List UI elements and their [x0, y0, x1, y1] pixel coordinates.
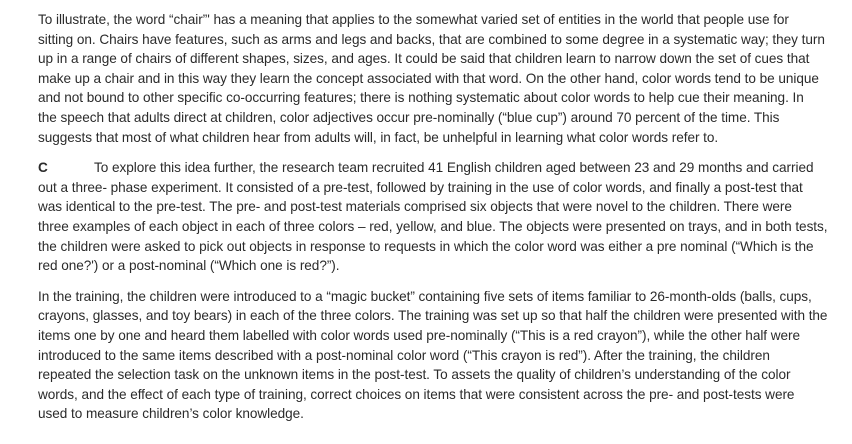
- text-line: To illustrate, the word “chair”' has a meaning that applies to the somewhat varied set of entities in the world that people use for: [38, 12, 789, 27]
- text-line: words, and the effect of each type of training, correct choices on items that were consistent across the pre- and post-tests were: [38, 386, 795, 402]
- text-line: up in a range of chairs of different shapes, sizes, and ages. It could be said that children learn to narrow down the set of cues that: [38, 51, 810, 67]
- paragraph-training: [38, 287, 828, 424]
- text-line: out a three- phase experiment. It consisted of a pre-test, followed by training in the use of color words, and finally a post-test that: [38, 179, 803, 195]
- text-line: used to measure children’s color knowledge.: [38, 406, 304, 422]
- text-line: items one by one and heard them labelled with color words used pre-nominally (“This is a red crayon”), while the other half were: [38, 327, 801, 343]
- text-line: three examples of each object in each of three colors – red, yellow, and blue. The objects were presented on trays, and in both tests,: [38, 218, 828, 234]
- text-line: [38, 158, 820, 178]
- text-line: In the training, the children were introduced to a “magic bucket” containing five sets of items familiar to 26-month-olds (balls, cups,: [38, 288, 812, 304]
- text-line: suggests that most of what children hear from adults will, in fact, be unhelpful in learning what color words refer to.: [38, 129, 719, 145]
- text-line: red one?') or a post-nominal (“Which one is red?”).: [38, 258, 340, 274]
- section-label: C: [38, 160, 48, 176]
- text-line: sitting on. Chairs have features, such as arms and legs and backs, that are combined to some degree in a systematic way; they turn: [38, 31, 825, 47]
- text-line: and not bound to other specific co-occurring features; there is nothing systematic about color words to help cue their meaning. In: [38, 90, 804, 106]
- document-page: [38, 10, 828, 424]
- paragraph-section-c: [38, 158, 828, 276]
- paragraph-chair-example: [38, 10, 825, 147]
- text-line-body: To explore this idea further, the research team recruited 41 English children aged between 23 and 29 months and carried: [94, 160, 814, 176]
- text-line: repeated the selection task on the unknown items in the post-test. To assets the quality of children’s understanding of the color: [38, 367, 791, 383]
- text-line: introduced to the same items described with a post-nominal color word (“This crayon is red”). After the training, the children: [38, 347, 770, 363]
- text-line: make up a chair and in this way they learn the concept associated with that word. On the other hand, color words tend to be unique: [38, 70, 819, 86]
- text-line: was identical to the pre-test. The pre- and post-test materials comprised six objects that were novel to the children. There were: [38, 199, 792, 215]
- text-line: the children were asked to pick out objects in response to requests in which the color word was either a pre nominal (“Which is the: [38, 238, 814, 254]
- text-line: crayons, glasses, and toy bears) in each of the three colors. The training was set up so that half the children were presented with the: [38, 308, 828, 324]
- text-line: the speech that adults direct at children, color adjectives occur pre-nominally (“blue cup”) around 70 percent of the time. This: [38, 109, 780, 125]
